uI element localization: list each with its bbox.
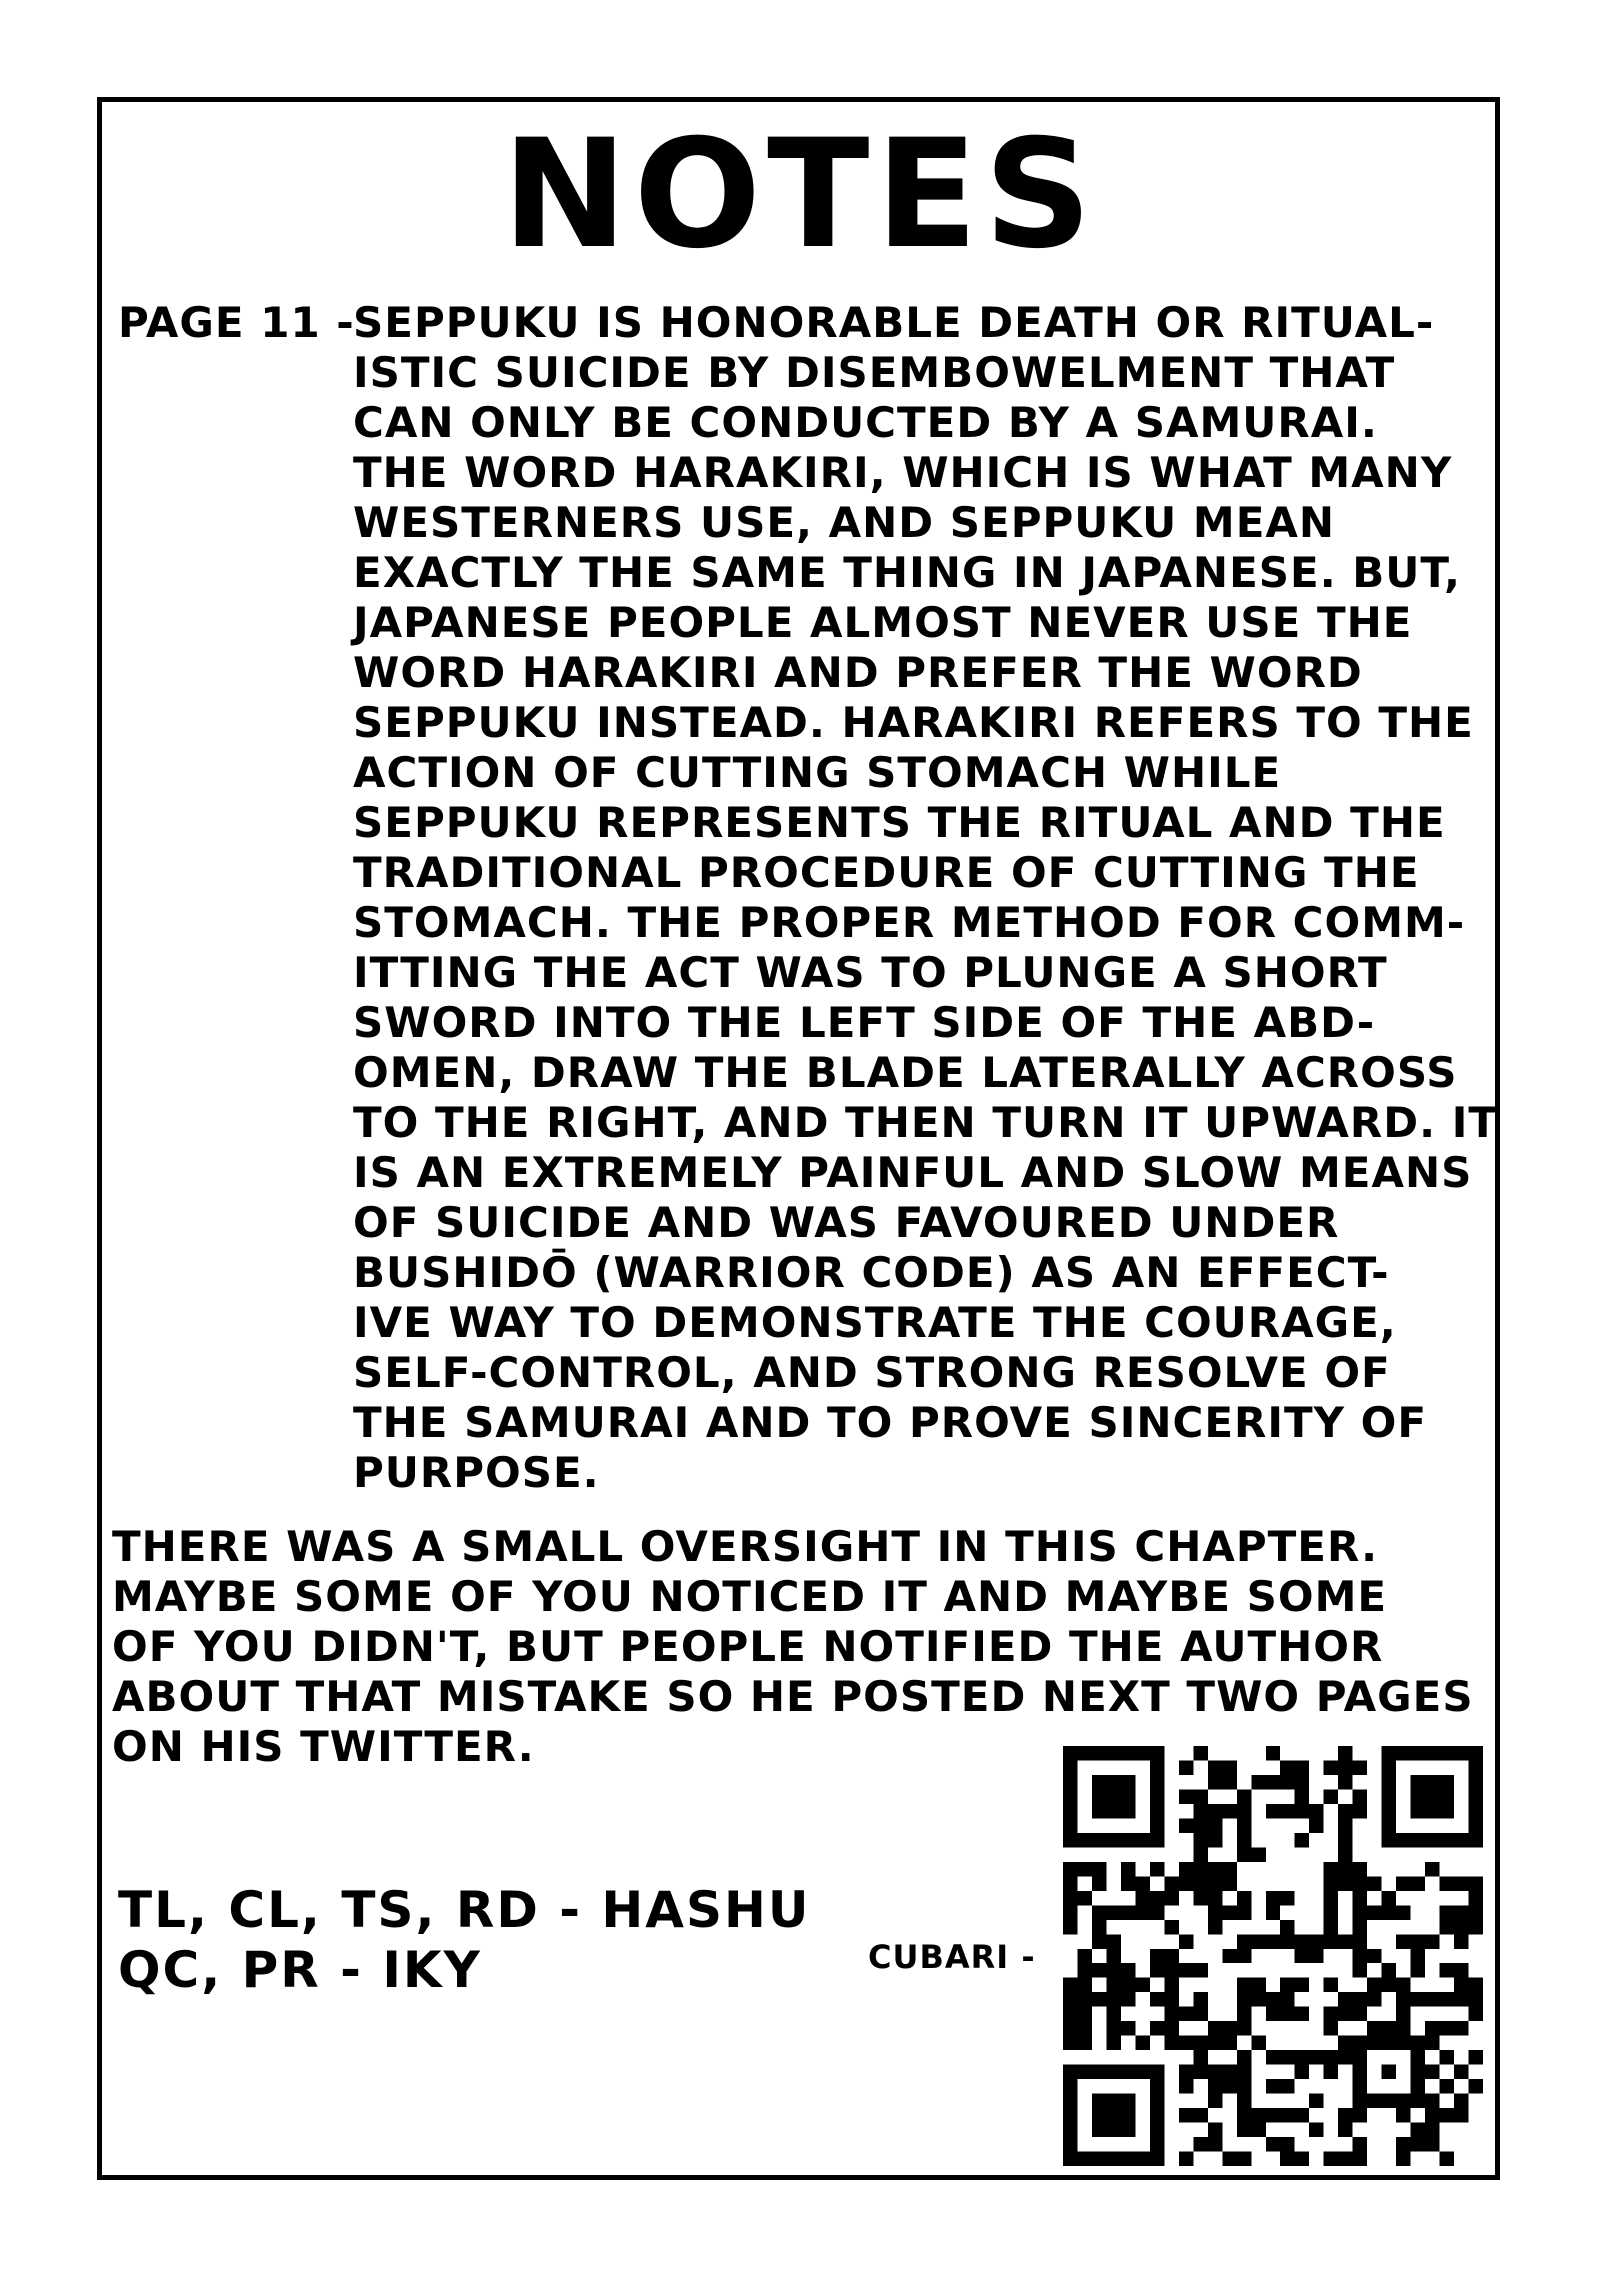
- note-line: CAN ONLY BE CONDUCTED BY A SAMURAI.: [353, 398, 1378, 447]
- oversight-line: ON HIS TWITTER.: [112, 1722, 535, 1771]
- note-line: SWORD INTO THE LEFT SIDE OF THE ABD-: [353, 998, 1376, 1047]
- note-line: PURPOSE.: [353, 1448, 600, 1497]
- qr-label: CUBARI -: [868, 1938, 1036, 1976]
- note-line: WORD HARAKIRI AND PREFER THE WORD: [353, 648, 1363, 697]
- note-line: TRADITIONAL PROCEDURE OF CUTTING THE: [353, 848, 1420, 897]
- note-line: THE WORD HARAKIRI, WHICH IS WHAT MANY: [353, 448, 1453, 497]
- note-line: SEPPUKU INSTEAD. HARAKIRI REFERS TO THE: [353, 698, 1474, 747]
- note-line: SEPPUKU IS HONORABLE DEATH OR RITUAL-: [353, 298, 1435, 347]
- note-line: IS AN EXTREMELY PAINFUL AND SLOW MEANS: [353, 1148, 1473, 1197]
- note-line: OMEN, DRAW THE BLADE LATERALLY ACROSS: [353, 1048, 1458, 1097]
- credit-line: TL, CL, TS, RD - HASHU: [118, 1881, 811, 1939]
- note-line: ISTIC SUICIDE BY DISEMBOWELMENT THAT: [353, 348, 1396, 397]
- note-line: WESTERNERS USE, AND SEPPUKU MEAN: [353, 498, 1336, 547]
- note-line: ITTING THE ACT WAS TO PLUNGE A SHORT: [353, 948, 1388, 997]
- note-line: STOMACH. THE PROPER METHOD FOR COMM-: [353, 898, 1466, 947]
- oversight-line: THERE WAS A SMALL OVERSIGHT IN THIS CHAPTER.: [112, 1522, 1379, 1571]
- note-line: IVE WAY TO DEMONSTRATE THE COURAGE,: [353, 1298, 1397, 1347]
- qr-code[interactable]: [1063, 1746, 1483, 2166]
- page-title: NOTES: [502, 108, 1098, 282]
- note-line: TO THE RIGHT, AND THEN TURN IT UPWARD. IT: [353, 1098, 1498, 1147]
- oversight-line: ABOUT THAT MISTAKE SO HE POSTED NEXT TWO PAGES: [112, 1672, 1474, 1721]
- note-line: JAPANESE PEOPLE ALMOST NEVER USE THE: [353, 598, 1413, 647]
- oversight-line: MAYBE SOME OF YOU NOTICED IT AND MAYBE SOME: [112, 1572, 1388, 1621]
- oversight-paragraph: [112, 1522, 1492, 1772]
- note-body: [353, 298, 1498, 1498]
- note-line: THE SAMURAI AND TO PROVE SINCERITY OF: [353, 1398, 1428, 1447]
- note-line: BUSHIDŌ (WARRIOR CODE) AS AN EFFECT-: [353, 1248, 1390, 1297]
- qr-code-graphic: [1063, 1746, 1483, 2166]
- note-line: SELF-CONTROL, AND STRONG RESOLVE OF: [353, 1348, 1391, 1397]
- note-line: ACTION OF CUTTING STOMACH WHILE: [353, 748, 1282, 797]
- note-line: OF SUICIDE AND WAS FAVOURED UNDER: [353, 1198, 1340, 1247]
- credit-line: QC, PR - IKY: [118, 1941, 482, 1999]
- note-page-label: PAGE 11 -: [118, 298, 355, 347]
- note-line: SEPPUKU REPRESENTS THE RITUAL AND THE: [353, 798, 1446, 847]
- credits: [118, 1880, 810, 2000]
- note-line: EXACTLY THE SAME THING IN JAPANESE. BUT,: [353, 548, 1462, 597]
- oversight-line: OF YOU DIDN'T, BUT PEOPLE NOTIFIED THE AUTHOR: [112, 1622, 1384, 1671]
